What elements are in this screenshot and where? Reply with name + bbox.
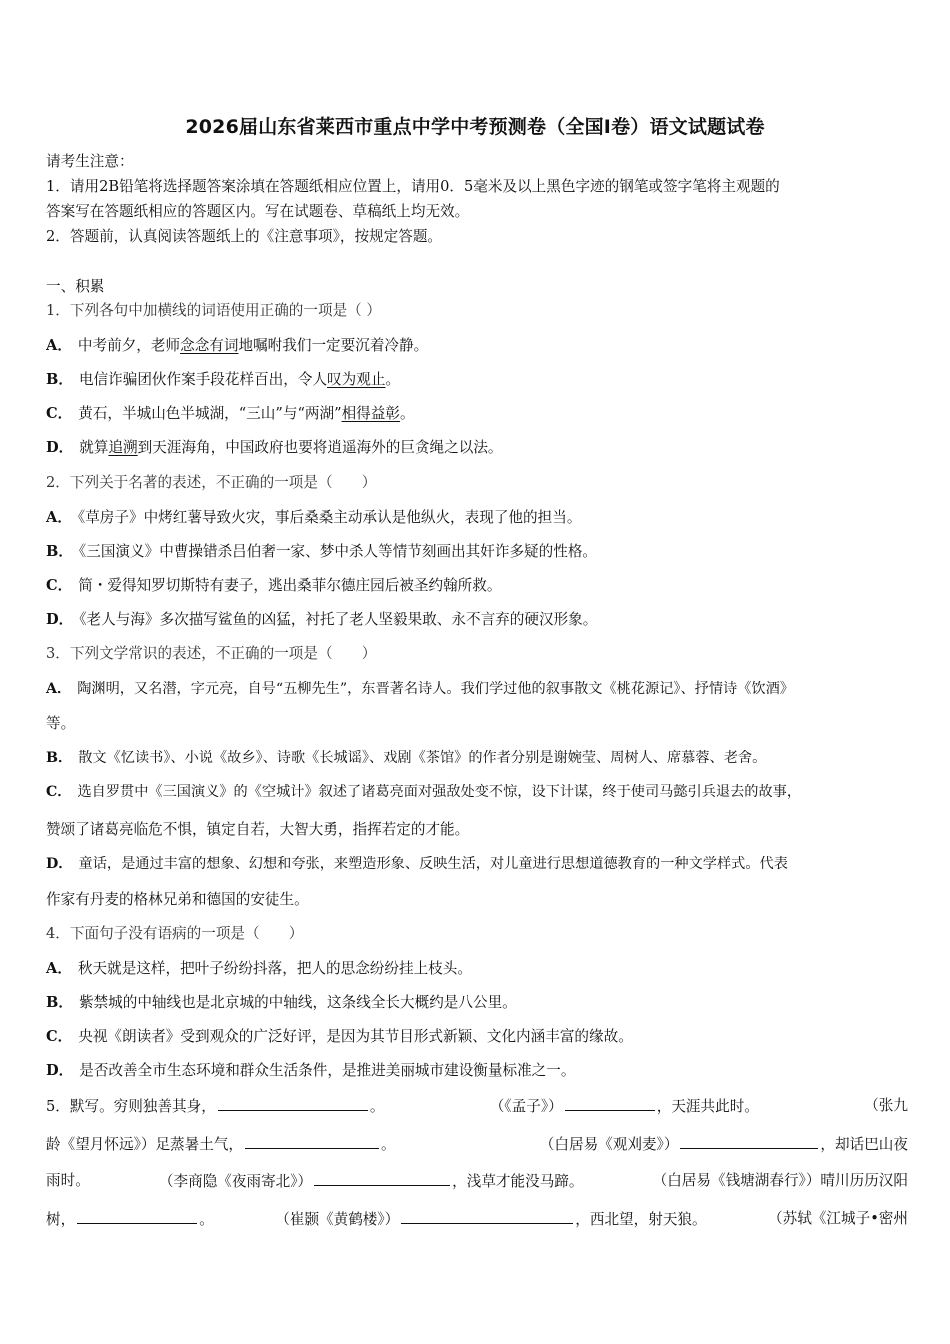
q4-option-d: D． 是否改善全市生态环境和群众生活条件，是推进美丽城市建设衡量标准之一。	[46, 1062, 576, 1079]
fill-blank[interactable]	[218, 1096, 368, 1111]
fill-blank[interactable]	[314, 1171, 450, 1186]
section-heading: 一、积累	[46, 278, 105, 295]
q4-stem: 4．下面句子没有语病的一项是（ ）	[46, 925, 304, 942]
q1-stem: 1．下列各句中加横线的词语使用正确的一项是（ ）	[46, 302, 381, 319]
option-label: D．	[46, 439, 74, 456]
q5-line-2: 龄《望月怀远》）足蒸暑土气， 。 （白居易《观刈麦》） ，却话巴山夜	[46, 1136, 908, 1153]
q4-option-a: A． 秋天就是这样，把叶子纷纷抖落，把人的思念纷纷挂上枝头。	[46, 960, 472, 977]
notice-heading: 请考生注意：	[46, 153, 134, 170]
q3-option-c: C． 选自罗贯中《三国演义》的《空城计》叙述了诸葛亮面对强敌处变不惊，设下计谋，终于使司马懿引兵退去的故事，	[46, 784, 802, 800]
q3-option-a: A． 陶渊明，又名潜，字元亮，自号“五柳先生”，东晋著名诗人。我们学过他的叙事散文《桃花源记》、抒情诗《饮酒》	[46, 681, 794, 697]
underlined-word: 相得益彰	[341, 405, 400, 422]
notice-item-2: 2．答题前，认真阅读答题纸上的《注意事项》，按规定答题。	[46, 228, 443, 245]
fill-blank[interactable]	[77, 1209, 197, 1224]
underlined-word: 追溯	[108, 439, 138, 456]
q2-stem: 2．下列关于名著的表述，不正确的一项是（ ）	[46, 474, 377, 491]
q2-option-d: D． 《老人与海》多次描写鲨鱼的凶猛，衬托了老人坚毅果敢、永不言弃的硬汉形象。	[46, 611, 598, 628]
q5-line-4: 树， 。 （崔颢《黄鹤楼》） ，西北望，射天狼。 （苏轼《江城子•密州	[46, 1210, 908, 1228]
q3-option-c-cont: 赞颂了诸葛亮临危不惧，镇定自若，大智大勇，指挥若定的才能。	[46, 821, 470, 838]
q3-option-d-cont: 作家有丹麦的格林兄弟和德国的安徒生。	[46, 891, 309, 908]
q2-option-c: C． 简・爱得知罗切斯特有妻子，逃出桑菲尔德庄园后被圣约翰所救。	[46, 577, 502, 594]
option-label: B．	[46, 371, 73, 388]
q2-option-b: B． 《三国演义》中曹操错杀吕伯奢一家、梦中杀人等情节刻画出其奸诈多疑的性格。	[46, 543, 598, 560]
q3-stem: 3．下列文学常识的表述，不正确的一项是（ ）	[46, 645, 377, 662]
q2-option-a: A． 《草房子》中烤红薯导致火灾，事后桑桑主动承认是他纵火，表现了他的担当。	[46, 509, 582, 526]
q3-option-b: B． 散文《忆读书》、小说《故乡》、诗歌《长城谣》、戏剧《茶馆》的作者分别是谢婉莹、周树人、席慕蓉、老舍。	[46, 750, 767, 766]
q4-option-b: B． 紫禁城的中轴线也是北京城的中轴线，这条线全长大概约是八公里。	[46, 994, 517, 1011]
q5-line-3: 雨时。 （李商隐《夜雨寄北》） ，浅草才能没马蹄。 （白居易《钱塘湖春行》）晴川历历汉阳	[46, 1172, 908, 1190]
q4-option-c: C． 央视《朗读者》受到观众的广泛好评，是因为其节目形式新颖、文化内涵丰富的缘故。	[46, 1028, 633, 1045]
fill-blank[interactable]	[245, 1134, 379, 1149]
page-title: 2026届山东省莱西市重点中学中考预测卷（全国I卷）语文试题试卷	[185, 116, 765, 138]
option-label: C．	[46, 405, 73, 422]
q3-option-d: D． 童话，是通过丰富的想象、幻想和夸张，来塑造形象、反映生活，对儿童进行思想道德教育的一种文学样式。代表	[46, 856, 788, 872]
q1-option-a: A． 中考前夕，老师念念有词地嘱咐我们一定要沉着冷静。	[46, 337, 429, 354]
underlined-word: 叹为观止	[327, 371, 386, 388]
notice-item-1-cont: 答案写在答题纸相应的答题区内。写在试题卷、草稿纸上均无效。	[46, 203, 470, 220]
q5-line-1: 5．默写。穷则独善其身， 。 （《孟子》） ，天涯共此时。 （张九	[46, 1097, 908, 1115]
option-label: A．	[46, 337, 72, 354]
underlined-word: 念念有词	[180, 337, 239, 354]
fill-blank[interactable]	[680, 1134, 818, 1149]
q3-option-a-cont: 等。	[46, 715, 76, 732]
q1-option-c: C． 黄石，半城山色半城湖，“三山”与“两湖”相得益彰。	[46, 405, 415, 422]
notice-item-1: 1．请用2B铅笔将选择题答案涂填在答题纸相应位置上，请用0．5毫米及以上黑色字迹的钢笔或签字笔将主观题的	[46, 178, 780, 195]
fill-blank[interactable]	[401, 1209, 573, 1224]
fill-blank[interactable]	[565, 1096, 655, 1111]
q1-option-b: B． 电信诈骗团伙作案手段花样百出，令人叹为观止。	[46, 371, 401, 388]
q1-option-d: D． 就算追溯到天涯海角，中国政府也要将逍遥海外的巨贪绳之以法。	[46, 439, 503, 456]
